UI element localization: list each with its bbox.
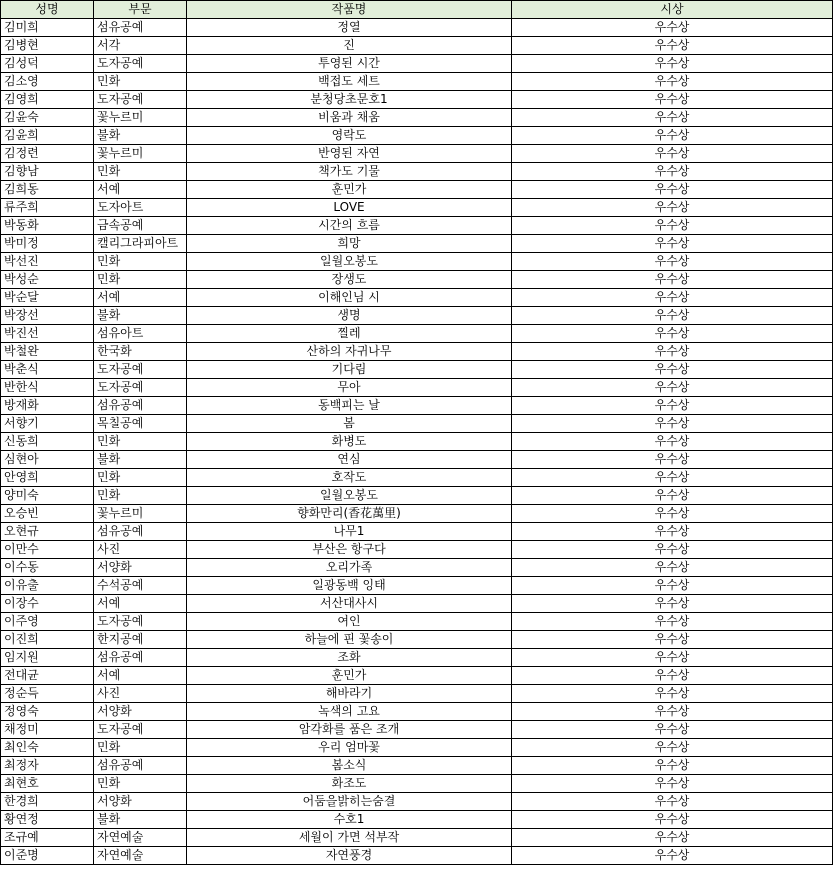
cell-work-title[interactable]: 수호1 xyxy=(187,811,512,829)
table-row xyxy=(1,451,833,469)
cell-name[interactable]: 임지원 xyxy=(1,649,94,667)
table-row xyxy=(1,739,833,757)
table-row xyxy=(1,199,833,217)
cell-work-title[interactable]: 봄 xyxy=(187,415,512,433)
table-row xyxy=(1,811,833,829)
cell-award[interactable]: 우수상 xyxy=(512,793,833,811)
cell-name[interactable]: 이준명 xyxy=(1,847,94,865)
header-name[interactable]: 성명 xyxy=(1,1,94,19)
cell-award[interactable]: 우수상 xyxy=(512,811,833,829)
cell-work-title[interactable]: 조화 xyxy=(187,649,512,667)
cell-work-title[interactable]: 일월오봉도 xyxy=(187,253,512,271)
cell-award[interactable]: 우수상 xyxy=(512,757,833,775)
cell-award[interactable]: 우수상 xyxy=(512,145,833,163)
table-row xyxy=(1,685,833,703)
cell-work-title[interactable]: LOVE xyxy=(187,199,512,217)
cell-work-title[interactable]: 희망 xyxy=(187,235,512,253)
cell-category[interactable]: 섬유공예 xyxy=(94,649,187,667)
table-row xyxy=(1,253,833,271)
table-row xyxy=(1,757,833,775)
table-row xyxy=(1,721,833,739)
table-row xyxy=(1,649,833,667)
cell-category[interactable]: 한지공예 xyxy=(94,631,187,649)
cell-name[interactable]: 전대균 xyxy=(1,667,94,685)
cell-category[interactable]: 서예 xyxy=(94,289,187,307)
cell-award[interactable]: 우수상 xyxy=(512,631,833,649)
cell-name[interactable]: 박성순 xyxy=(1,271,94,289)
cell-work-title[interactable]: 백접도 세트 xyxy=(187,73,512,91)
cell-category[interactable]: 서각 xyxy=(94,37,187,55)
cell-award[interactable]: 우수상 xyxy=(512,487,833,505)
cell-category[interactable]: 불화 xyxy=(94,451,187,469)
cell-work-title[interactable]: 무아 xyxy=(187,379,512,397)
cell-work-title[interactable]: 어둠을밝히는숨결 xyxy=(187,793,512,811)
cell-work-title[interactable]: 일월오봉도 xyxy=(187,487,512,505)
cell-award[interactable]: 우수상 xyxy=(512,307,833,325)
cell-name[interactable]: 정순득 xyxy=(1,685,94,703)
cell-name[interactable]: 오승빈 xyxy=(1,505,94,523)
cell-name[interactable]: 김정련 xyxy=(1,145,94,163)
table-row xyxy=(1,271,833,289)
cell-work-title[interactable]: 비움과 채움 xyxy=(187,109,512,127)
cell-category[interactable]: 민화 xyxy=(94,163,187,181)
cell-work-title[interactable]: 부산은 항구다 xyxy=(187,541,512,559)
cell-name[interactable]: 신동희 xyxy=(1,433,94,451)
cell-work-title[interactable]: 훈민가 xyxy=(187,667,512,685)
table-row xyxy=(1,127,833,145)
cell-work-title[interactable]: 여인 xyxy=(187,613,512,631)
table-row xyxy=(1,505,833,523)
table-row xyxy=(1,667,833,685)
table-row xyxy=(1,235,833,253)
cell-category[interactable]: 섬유공예 xyxy=(94,523,187,541)
cell-award[interactable]: 우수상 xyxy=(512,109,833,127)
cell-category[interactable]: 불화 xyxy=(94,127,187,145)
cell-award[interactable]: 우수상 xyxy=(512,775,833,793)
cell-work-title[interactable]: 일광동백 잉태 xyxy=(187,577,512,595)
cell-category[interactable]: 불화 xyxy=(94,307,187,325)
cell-award[interactable]: 우수상 xyxy=(512,829,833,847)
cell-category[interactable]: 사진 xyxy=(94,541,187,559)
cell-category[interactable]: 민화 xyxy=(94,271,187,289)
cell-name[interactable]: 최현호 xyxy=(1,775,94,793)
table-body xyxy=(1,19,833,865)
cell-name[interactable]: 김윤숙 xyxy=(1,109,94,127)
cell-award[interactable]: 우수상 xyxy=(512,37,833,55)
cell-name[interactable]: 이주영 xyxy=(1,613,94,631)
cell-name[interactable]: 김향남 xyxy=(1,163,94,181)
cell-work-title[interactable]: 우리 엄마꽃 xyxy=(187,739,512,757)
cell-award[interactable]: 우수상 xyxy=(512,73,833,91)
cell-category[interactable]: 민화 xyxy=(94,487,187,505)
cell-category[interactable]: 민화 xyxy=(94,775,187,793)
table-row xyxy=(1,847,833,865)
cell-category[interactable]: 한국화 xyxy=(94,343,187,361)
cell-award[interactable]: 우수상 xyxy=(512,739,833,757)
cell-award[interactable]: 우수상 xyxy=(512,217,833,235)
cell-name[interactable]: 황연정 xyxy=(1,811,94,829)
table-row xyxy=(1,73,833,91)
cell-work-title[interactable]: 화조도 xyxy=(187,775,512,793)
cell-category[interactable]: 수석공예 xyxy=(94,577,187,595)
cell-name[interactable]: 조규예 xyxy=(1,829,94,847)
cell-award[interactable]: 우수상 xyxy=(512,505,833,523)
cell-name[interactable]: 채정미 xyxy=(1,721,94,739)
cell-work-title[interactable]: 하늘에 핀 꽃송이 xyxy=(187,631,512,649)
cell-award[interactable]: 우수상 xyxy=(512,559,833,577)
table-row xyxy=(1,361,833,379)
cell-category[interactable]: 금속공예 xyxy=(94,217,187,235)
cell-work-title[interactable]: 훈민가 xyxy=(187,181,512,199)
cell-category[interactable]: 꽃누르미 xyxy=(94,145,187,163)
cell-award[interactable]: 우수상 xyxy=(512,451,833,469)
cell-work-title[interactable]: 생명 xyxy=(187,307,512,325)
cell-category[interactable]: 민화 xyxy=(94,253,187,271)
cell-work-title[interactable]: 나무1 xyxy=(187,523,512,541)
cell-category[interactable]: 서예 xyxy=(94,595,187,613)
cell-award[interactable]: 우수상 xyxy=(512,379,833,397)
table-row xyxy=(1,55,833,73)
table-row xyxy=(1,775,833,793)
cell-category[interactable]: 도자공예 xyxy=(94,361,187,379)
cell-name[interactable]: 박순달 xyxy=(1,289,94,307)
cell-award[interactable]: 우수상 xyxy=(512,271,833,289)
table-row xyxy=(1,415,833,433)
cell-award[interactable]: 우수상 xyxy=(512,685,833,703)
cell-category[interactable]: 캘리그라피아트 xyxy=(94,235,187,253)
header-work-title[interactable]: 작품명 xyxy=(187,1,512,19)
cell-category[interactable]: 목칠공예 xyxy=(94,415,187,433)
cell-award[interactable]: 우수상 xyxy=(512,361,833,379)
table-row xyxy=(1,433,833,451)
cell-award[interactable]: 우수상 xyxy=(512,649,833,667)
cell-category[interactable]: 사진 xyxy=(94,685,187,703)
cell-name[interactable]: 최정자 xyxy=(1,757,94,775)
table-row xyxy=(1,163,833,181)
cell-category[interactable]: 섬유아트 xyxy=(94,325,187,343)
cell-work-title[interactable]: 반영된 자연 xyxy=(187,145,512,163)
cell-name[interactable]: 안영희 xyxy=(1,469,94,487)
cell-name[interactable]: 정영숙 xyxy=(1,703,94,721)
cell-name[interactable]: 박춘식 xyxy=(1,361,94,379)
cell-work-title[interactable]: 봄소식 xyxy=(187,757,512,775)
cell-name[interactable]: 김병현 xyxy=(1,37,94,55)
cell-award[interactable]: 우수상 xyxy=(512,523,833,541)
table-row xyxy=(1,217,833,235)
cell-award[interactable]: 우수상 xyxy=(512,721,833,739)
cell-category[interactable]: 섬유공예 xyxy=(94,397,187,415)
header-row xyxy=(1,1,833,19)
cell-award[interactable]: 우수상 xyxy=(512,127,833,145)
cell-name[interactable]: 박선진 xyxy=(1,253,94,271)
table-row xyxy=(1,559,833,577)
cell-name[interactable]: 오현규 xyxy=(1,523,94,541)
cell-category[interactable]: 자연예술 xyxy=(94,847,187,865)
table-row xyxy=(1,793,833,811)
table-row xyxy=(1,325,833,343)
cell-award[interactable]: 우수상 xyxy=(512,577,833,595)
cell-award[interactable]: 우수상 xyxy=(512,541,833,559)
table-row xyxy=(1,829,833,847)
cell-award[interactable]: 우수상 xyxy=(512,415,833,433)
cell-award[interactable]: 우수상 xyxy=(512,343,833,361)
cell-name[interactable]: 이진희 xyxy=(1,631,94,649)
cell-award[interactable]: 우수상 xyxy=(512,667,833,685)
cell-award[interactable]: 우수상 xyxy=(512,235,833,253)
cell-category[interactable]: 서양화 xyxy=(94,793,187,811)
table-row xyxy=(1,613,833,631)
cell-work-title[interactable]: 산하의 자귀나무 xyxy=(187,343,512,361)
cell-work-title[interactable]: 이해인님 시 xyxy=(187,289,512,307)
cell-award[interactable]: 우수상 xyxy=(512,397,833,415)
cell-name[interactable]: 이수동 xyxy=(1,559,94,577)
cell-name[interactable]: 류주희 xyxy=(1,199,94,217)
table-row xyxy=(1,523,833,541)
cell-name[interactable]: 방재화 xyxy=(1,397,94,415)
table-row xyxy=(1,37,833,55)
cell-category[interactable]: 섬유공예 xyxy=(94,757,187,775)
cell-work-title[interactable]: 향화만리(香花萬里) xyxy=(187,505,512,523)
cell-award[interactable]: 우수상 xyxy=(512,91,833,109)
cell-award[interactable]: 우수상 xyxy=(512,847,833,865)
cell-award[interactable]: 우수상 xyxy=(512,19,833,37)
cell-name[interactable]: 김소영 xyxy=(1,73,94,91)
cell-category[interactable]: 민화 xyxy=(94,739,187,757)
table-row xyxy=(1,595,833,613)
cell-name[interactable]: 김영희 xyxy=(1,91,94,109)
cell-name[interactable]: 박철완 xyxy=(1,343,94,361)
cell-name[interactable]: 한경희 xyxy=(1,793,94,811)
cell-award[interactable]: 우수상 xyxy=(512,253,833,271)
cell-category[interactable]: 서예 xyxy=(94,181,187,199)
cell-award[interactable]: 우수상 xyxy=(512,433,833,451)
table-row xyxy=(1,307,833,325)
table-row xyxy=(1,343,833,361)
cell-award[interactable]: 우수상 xyxy=(512,163,833,181)
cell-category[interactable]: 도자공예 xyxy=(94,721,187,739)
header-category[interactable]: 부문 xyxy=(94,1,187,19)
cell-work-title[interactable]: 암각화를 품은 조개 xyxy=(187,721,512,739)
cell-work-title[interactable]: 호작도 xyxy=(187,469,512,487)
table-row xyxy=(1,631,833,649)
cell-award[interactable]: 우수상 xyxy=(512,289,833,307)
cell-award[interactable]: 우수상 xyxy=(512,595,833,613)
cell-work-title[interactable]: 영락도 xyxy=(187,127,512,145)
cell-category[interactable]: 민화 xyxy=(94,469,187,487)
cell-category[interactable]: 서양화 xyxy=(94,703,187,721)
cell-name[interactable]: 서향기 xyxy=(1,415,94,433)
cell-category[interactable]: 섬유공예 xyxy=(94,19,187,37)
cell-work-title[interactable]: 기다림 xyxy=(187,361,512,379)
cell-name[interactable]: 심현아 xyxy=(1,451,94,469)
cell-category[interactable]: 꽃누르미 xyxy=(94,109,187,127)
cell-work-title[interactable]: 찔레 xyxy=(187,325,512,343)
table-row xyxy=(1,379,833,397)
cell-award[interactable]: 우수상 xyxy=(512,199,833,217)
cell-category[interactable]: 도자공예 xyxy=(94,91,187,109)
cell-name[interactable]: 김미희 xyxy=(1,19,94,37)
cell-work-title[interactable]: 투영된 시간 xyxy=(187,55,512,73)
cell-work-title[interactable]: 서산대사시 xyxy=(187,595,512,613)
cell-category[interactable]: 도자아트 xyxy=(94,199,187,217)
cell-work-title[interactable]: 장생도 xyxy=(187,271,512,289)
cell-name[interactable]: 양미숙 xyxy=(1,487,94,505)
cell-work-title[interactable]: 정열 xyxy=(187,19,512,37)
table-row xyxy=(1,703,833,721)
cell-award[interactable]: 우수상 xyxy=(512,469,833,487)
header-award[interactable]: 시상 xyxy=(512,1,833,19)
table-row xyxy=(1,487,833,505)
cell-work-title[interactable]: 연심 xyxy=(187,451,512,469)
cell-name[interactable]: 박동화 xyxy=(1,217,94,235)
cell-category[interactable]: 불화 xyxy=(94,811,187,829)
cell-category[interactable]: 민화 xyxy=(94,433,187,451)
table-row xyxy=(1,397,833,415)
cell-category[interactable]: 서예 xyxy=(94,667,187,685)
cell-award[interactable]: 우수상 xyxy=(512,613,833,631)
cell-name[interactable]: 김희동 xyxy=(1,181,94,199)
table-row xyxy=(1,577,833,595)
table-row xyxy=(1,541,833,559)
cell-work-title[interactable]: 진 xyxy=(187,37,512,55)
cell-category[interactable]: 도자공예 xyxy=(94,379,187,397)
cell-category[interactable]: 서양화 xyxy=(94,559,187,577)
cell-work-title[interactable]: 시간의 흐름 xyxy=(187,217,512,235)
cell-name[interactable]: 이만수 xyxy=(1,541,94,559)
cell-category[interactable]: 꽃누르미 xyxy=(94,505,187,523)
cell-work-title[interactable]: 해바라기 xyxy=(187,685,512,703)
table-row xyxy=(1,91,833,109)
cell-work-title[interactable]: 오리가족 xyxy=(187,559,512,577)
cell-name[interactable]: 반한식 xyxy=(1,379,94,397)
cell-name[interactable]: 최인숙 xyxy=(1,739,94,757)
cell-name[interactable]: 박미정 xyxy=(1,235,94,253)
cell-award[interactable]: 우수상 xyxy=(512,325,833,343)
cell-work-title[interactable]: 자연풍경 xyxy=(187,847,512,865)
cell-category[interactable]: 도자공예 xyxy=(94,55,187,73)
cell-name[interactable]: 이유출 xyxy=(1,577,94,595)
cell-name[interactable]: 김윤희 xyxy=(1,127,94,145)
table-row xyxy=(1,181,833,199)
cell-work-title[interactable]: 분청당초문호1 xyxy=(187,91,512,109)
cell-work-title[interactable]: 녹색의 고요 xyxy=(187,703,512,721)
cell-award[interactable]: 우수상 xyxy=(512,55,833,73)
cell-category[interactable]: 자연예술 xyxy=(94,829,187,847)
cell-work-title[interactable]: 동백피는 날 xyxy=(187,397,512,415)
cell-category[interactable]: 민화 xyxy=(94,73,187,91)
cell-name[interactable]: 박장선 xyxy=(1,307,94,325)
cell-work-title[interactable]: 화병도 xyxy=(187,433,512,451)
cell-work-title[interactable]: 책가도 기물 xyxy=(187,163,512,181)
cell-award[interactable]: 우수상 xyxy=(512,703,833,721)
table-row xyxy=(1,109,833,127)
cell-work-title[interactable]: 세월이 가면 석부작 xyxy=(187,829,512,847)
table-row xyxy=(1,145,833,163)
cell-name[interactable]: 김성덕 xyxy=(1,55,94,73)
table-row xyxy=(1,19,833,37)
table-row xyxy=(1,289,833,307)
cell-name[interactable]: 박진선 xyxy=(1,325,94,343)
cell-category[interactable]: 도자공예 xyxy=(94,613,187,631)
cell-award[interactable]: 우수상 xyxy=(512,181,833,199)
cell-name[interactable]: 이장수 xyxy=(1,595,94,613)
table-row xyxy=(1,469,833,487)
